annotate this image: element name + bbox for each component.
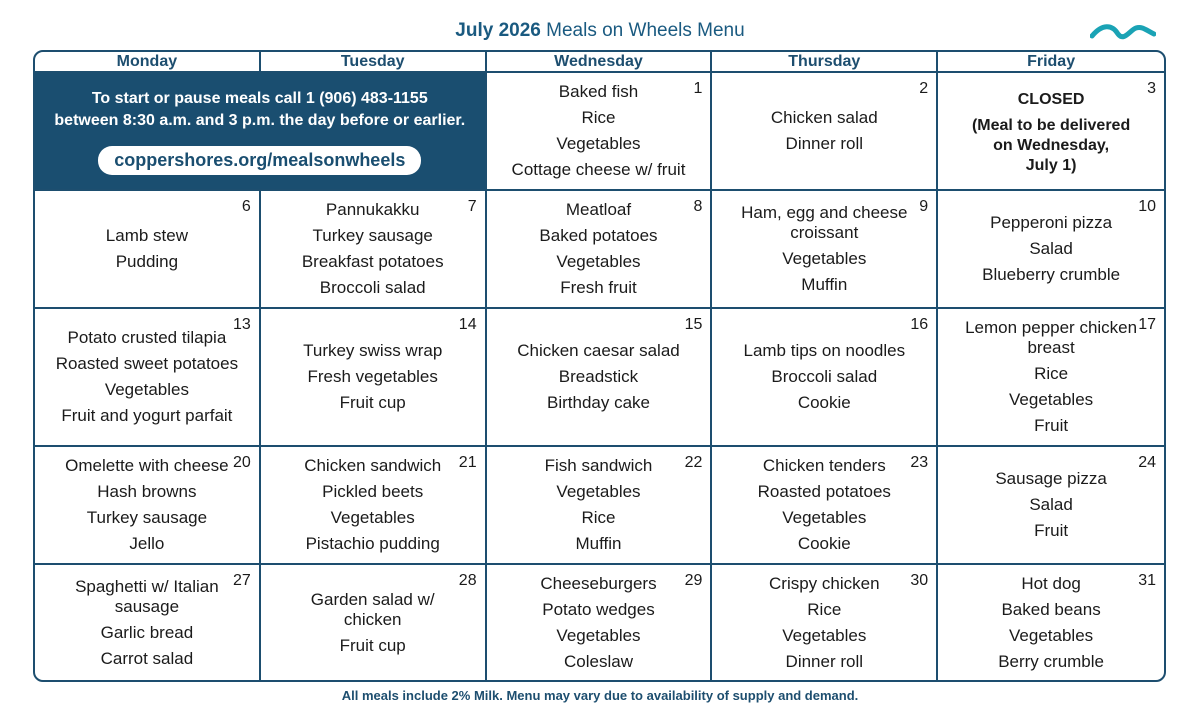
day-number: 22 <box>684 454 703 471</box>
menu-item: Birthday cake <box>546 393 650 412</box>
day-number: 1 <box>693 80 703 97</box>
menu-item: Crispy chicken <box>769 574 880 593</box>
menu-item: Sausage pizza <box>995 469 1107 488</box>
day-cell <box>35 565 261 681</box>
menu-item: Vegetables <box>556 252 641 271</box>
menu-item: Pannukakku <box>325 200 420 219</box>
day-number: 21 <box>458 454 477 471</box>
menu-item: Rice <box>581 108 616 127</box>
menu-item: Vegetables <box>782 626 867 645</box>
menu-item: Ham, egg and cheese croissant <box>741 203 908 242</box>
menu-item: Vegetables <box>1009 390 1094 409</box>
day-cell <box>712 309 938 447</box>
menu-item: Fruit cup <box>339 393 406 412</box>
menu-item: Berry crumble <box>998 652 1104 671</box>
day-cell <box>712 73 938 191</box>
weekday-header: Wednesday <box>487 52 713 73</box>
menu-item: Coleslaw <box>564 652 633 671</box>
day-number: 14 <box>458 316 477 333</box>
menu-item: Vegetables <box>782 249 867 268</box>
menu-item: Fresh fruit <box>560 278 637 297</box>
menu-item: Hash browns <box>97 482 197 501</box>
day-number: 15 <box>684 316 703 333</box>
day-cell <box>261 447 487 565</box>
day-cell <box>712 191 938 309</box>
day-number: 2 <box>919 80 929 97</box>
menu-item: Chicken caesar salad <box>517 341 680 360</box>
menu-item: Cheeseburgers <box>540 574 657 593</box>
menu-item: Rice <box>581 508 616 527</box>
menu-item: Blueberry crumble <box>982 265 1121 284</box>
day-number: 20 <box>233 454 251 471</box>
menu-item: Fruit <box>1034 521 1069 540</box>
menu-item: Turkey swiss wrap <box>303 341 443 360</box>
menu-item: Fish sandwich <box>544 456 653 475</box>
menu-item: Vegetables <box>556 626 641 645</box>
day-number: 16 <box>910 316 929 333</box>
menu-item: Garlic bread <box>100 623 194 642</box>
day-number: 23 <box>910 454 929 471</box>
menu-item: Omelette with cheese <box>65 456 229 475</box>
day-cell <box>938 191 1164 309</box>
day-cell <box>487 447 713 565</box>
menu-item: Potato crusted tilapia <box>67 328 227 347</box>
menu-item: Lemon pepper chicken breast <box>965 318 1138 357</box>
menu-item: Vegetables <box>556 134 641 153</box>
menu-item: Pudding <box>115 252 179 271</box>
day-cell <box>261 565 487 681</box>
menu-item: Carrot salad <box>100 649 194 668</box>
day-cell <box>487 73 713 191</box>
day-cell-closed <box>938 73 1164 191</box>
menu-item: Vegetables <box>104 380 189 399</box>
day-cell <box>35 447 261 565</box>
menu-item: Rice <box>807 600 842 619</box>
closed-note: (Meal to be delivered <box>971 116 1131 134</box>
day-number: 31 <box>1138 572 1156 589</box>
day-cell <box>35 309 261 447</box>
menu-item: Fruit and yogurt parfait <box>61 406 233 425</box>
menu-item: Dinner roll <box>785 652 864 671</box>
menu-item: Pistachio pudding <box>305 534 440 553</box>
day-cell <box>712 447 938 565</box>
day-number: 27 <box>233 572 251 589</box>
weekday-header: Monday <box>35 52 261 73</box>
menu-item: Fruit cup <box>339 636 406 655</box>
page-title: July 2026 Meals on Wheels Menu <box>455 20 745 41</box>
day-number: 30 <box>910 572 929 589</box>
day-number: 24 <box>1138 454 1156 471</box>
menu-item: Chicken salad <box>770 108 878 127</box>
menu-item: Lamb tips on noodles <box>743 341 906 360</box>
day-cell <box>487 565 713 681</box>
day-cell <box>35 191 261 309</box>
day-cell <box>487 191 713 309</box>
menu-item: Cottage cheese w/ fruit <box>511 160 686 179</box>
day-cell <box>938 565 1164 681</box>
menu-item: Rice <box>1034 364 1069 383</box>
day-number: 28 <box>458 572 477 589</box>
menu-item: Vegetables <box>1009 626 1094 645</box>
day-number: 17 <box>1138 316 1156 333</box>
weekday-header: Thursday <box>712 52 938 73</box>
contact-banner <box>35 73 487 191</box>
menu-item: Dinner roll <box>785 134 864 153</box>
menu-item: Baked potatoes <box>539 226 658 245</box>
day-cell <box>261 309 487 447</box>
menu-item: Garden salad w/ chicken <box>310 590 435 629</box>
menu-item: Roasted potatoes <box>757 482 891 501</box>
day-number: 9 <box>919 198 929 215</box>
menu-item: Meatloaf <box>565 200 632 219</box>
menu-item: Hot dog <box>1021 574 1081 593</box>
menu-item: Potato wedges <box>542 600 655 619</box>
waves-logo-icon <box>1090 20 1156 44</box>
weekday-header: Friday <box>938 52 1164 73</box>
menu-item: Cookie <box>797 534 851 553</box>
menu-item: Turkey sausage <box>312 226 433 245</box>
menu-item: Broccoli salad <box>771 367 878 386</box>
banner-line: To start or pause meals call 1 (906) 483-1155 <box>91 89 428 107</box>
day-number: 29 <box>684 572 703 589</box>
menu-item: Cookie <box>797 393 851 412</box>
day-cell <box>938 447 1164 565</box>
menu-item: Chicken sandwich <box>304 456 442 475</box>
menu-item: Turkey sausage <box>86 508 208 527</box>
menu-item: Muffin <box>801 275 848 294</box>
menu-item: Muffin <box>575 534 622 553</box>
menu-item: Salad <box>1029 495 1073 514</box>
menu-item: Lamb stew <box>105 226 188 245</box>
day-cell <box>712 565 938 681</box>
day-cell <box>261 191 487 309</box>
closed-note: July 1) <box>1025 156 1077 174</box>
menu-item: Spaghetti w/ Italian sausage <box>75 577 219 616</box>
menu-item: Baked fish <box>558 82 639 101</box>
menu-item: Chicken tenders <box>762 456 886 475</box>
day-number: 3 <box>1147 80 1156 97</box>
menu-item: Vegetables <box>556 482 641 501</box>
closed-label: CLOSED <box>1017 90 1085 108</box>
day-cell <box>938 309 1164 447</box>
day-number: 8 <box>693 198 703 215</box>
footer-note: All meals include 2% Milk. Menu may vary due to availability of supply and demand. <box>341 688 859 703</box>
menu-item: Fresh vegetables <box>307 367 438 386</box>
menu-calendar <box>33 50 1166 682</box>
menu-item: Jello <box>129 534 165 553</box>
day-number: 10 <box>1138 198 1156 215</box>
website-link[interactable]: coppershores.org/mealsonwheels <box>98 146 421 175</box>
menu-item: Breakfast potatoes <box>301 252 444 271</box>
menu-item: Roasted sweet potatoes <box>55 354 239 373</box>
day-number: 7 <box>467 198 477 215</box>
menu-item: Pickled beets <box>322 482 424 501</box>
menu-item: Vegetables <box>330 508 415 527</box>
day-cell <box>487 309 713 447</box>
menu-item: Pepperoni pizza <box>990 213 1113 232</box>
menu-item: Breadstick <box>558 367 639 386</box>
menu-item: Salad <box>1029 239 1073 258</box>
closed-note: on Wednesday, <box>993 136 1110 154</box>
menu-item: Broccoli salad <box>319 278 426 297</box>
weekday-header: Tuesday <box>261 52 487 73</box>
banner-line: between 8:30 a.m. and 3 p.m. the day before or earlier. <box>54 111 466 129</box>
menu-item: Fruit <box>1034 416 1069 435</box>
day-number: 6 <box>241 198 251 215</box>
day-number: 13 <box>233 316 251 333</box>
menu-item: Baked beans <box>1001 600 1101 619</box>
menu-item: Vegetables <box>782 508 867 527</box>
